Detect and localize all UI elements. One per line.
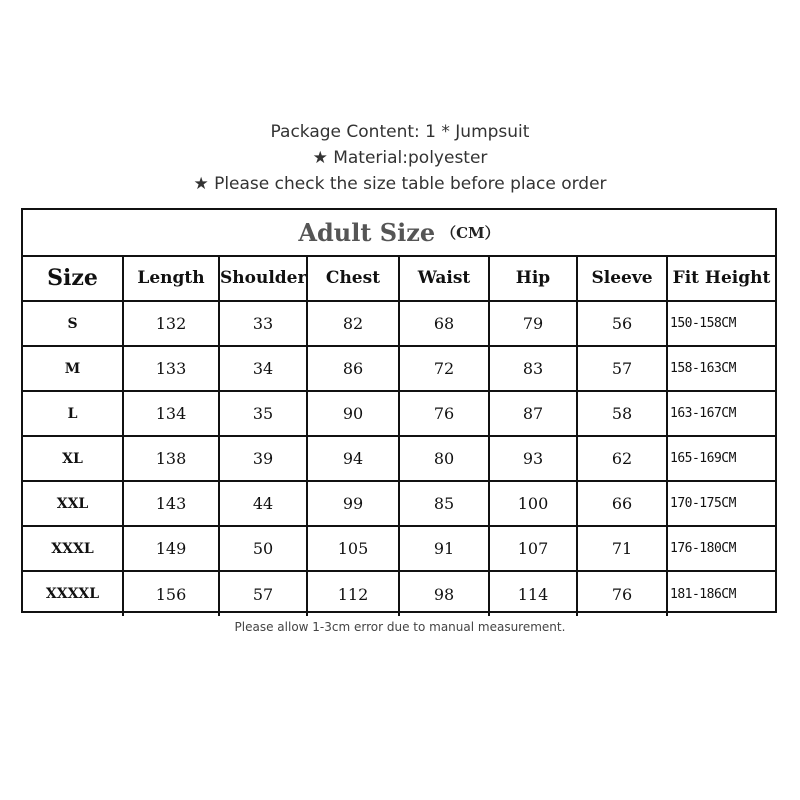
table-cell-shoulder: 50 (219, 526, 307, 571)
table-cell-waist: 76 (399, 391, 489, 436)
table-cell-size: M (23, 346, 123, 391)
table-cell-waist: 91 (399, 526, 489, 571)
table-cell-length: 143 (123, 481, 219, 526)
column-header-chest: Chest (307, 255, 399, 301)
column-header-size: Size (23, 255, 123, 301)
size-table (23, 255, 775, 616)
table-cell-waist: 72 (399, 346, 489, 391)
table-cell-fit-height: 181-186CM (670, 586, 736, 602)
table-cell-hip: 79 (489, 301, 577, 346)
table-cell-length: 149 (123, 526, 219, 571)
size-chart-title: Adult Size (298, 218, 436, 247)
table-cell-size: L (23, 391, 123, 436)
table-cell-shoulder: 34 (219, 346, 307, 391)
table-cell-waist: 68 (399, 301, 489, 346)
size-chart-unit: （CM） (441, 224, 500, 242)
table-cell-shoulder: 39 (219, 436, 307, 481)
table-row (23, 481, 775, 526)
table-row (23, 526, 775, 571)
table-cell-shoulder: 33 (219, 301, 307, 346)
table-cell-chest: 94 (307, 436, 399, 481)
table-cell-sleeve: 58 (577, 391, 667, 436)
table-row (23, 436, 775, 481)
table-cell-waist: 98 (399, 571, 489, 616)
table-cell-fit-height: 150-158CM (667, 301, 775, 346)
column-header-shoulder: Shoulder (219, 255, 307, 301)
table-cell-sleeve: 76 (577, 571, 667, 616)
table-cell-shoulder: 44 (219, 481, 307, 526)
table-cell-sleeve: 56 (577, 301, 667, 346)
table-cell-sleeve: 66 (577, 481, 667, 526)
size-table-header (23, 255, 775, 301)
table-cell-waist: 80 (399, 436, 489, 481)
table-cell-size: XXXL (23, 526, 123, 571)
material-line: ★ Material:polyester (312, 148, 488, 168)
table-cell-sleeve: 71 (577, 526, 667, 571)
table-row (23, 391, 775, 436)
table-cell-chest: 82 (307, 301, 399, 346)
table-cell-hip: 114 (489, 571, 577, 616)
table-cell-length: 134 (123, 391, 219, 436)
table-cell-fit-height: 158-163CM (667, 346, 775, 391)
table-cell-waist: 85 (399, 481, 489, 526)
package-content-line: Package Content: 1 * Jumpsuit (270, 122, 530, 142)
table-cell-fit-height: 165-169CM (667, 436, 775, 481)
table-cell-sleeve: 62 (577, 436, 667, 481)
table-cell-size: XXXXL (23, 571, 123, 616)
table-row (23, 346, 775, 391)
table-cell-length: 156 (123, 571, 219, 616)
column-header-hip: Hip (489, 255, 577, 301)
table-cell-shoulder: 35 (219, 391, 307, 436)
table-cell-chest: 90 (307, 391, 399, 436)
table-cell-hip: 107 (489, 526, 577, 571)
size-check-line: ★ Please check the size table before place order (193, 174, 607, 194)
column-header-length: Length (123, 255, 219, 301)
table-cell-chest: 99 (307, 481, 399, 526)
size-chart (21, 208, 777, 613)
table-cell-fit-height: 163-167CM (667, 391, 775, 436)
table-cell-sleeve: 57 (577, 346, 667, 391)
table-cell-size: S (23, 301, 123, 346)
column-header-waist: Waist (399, 255, 489, 301)
table-cell-chest: 86 (307, 346, 399, 391)
size-table-body (23, 301, 775, 616)
table-row (23, 571, 775, 616)
table-cell-shoulder: 57 (219, 571, 307, 616)
column-header-sleeve: Sleeve (577, 255, 667, 301)
table-cell-size: XL (23, 436, 123, 481)
table-cell-length: 133 (123, 346, 219, 391)
table-row (23, 301, 775, 346)
table-cell-fit-height: 176-180CM (667, 526, 775, 571)
table-cell-chest: 112 (307, 571, 399, 616)
table-cell-fit-height: 170-175CM (667, 481, 775, 526)
table-cell-hip: 100 (489, 481, 577, 526)
table-cell-length: 132 (123, 301, 219, 346)
measurement-footnote: Please allow 1-3cm error due to manual measurement. (234, 620, 566, 634)
table-cell-length: 138 (123, 436, 219, 481)
table-cell-hip: 83 (489, 346, 577, 391)
table-cell-hip: 87 (489, 391, 577, 436)
table-cell-chest: 105 (307, 526, 399, 571)
size-chart-title-row (23, 210, 775, 257)
table-cell-hip: 93 (489, 436, 577, 481)
table-cell-size: XXL (23, 481, 123, 526)
column-header-fit-height: Fit Height (667, 255, 775, 301)
